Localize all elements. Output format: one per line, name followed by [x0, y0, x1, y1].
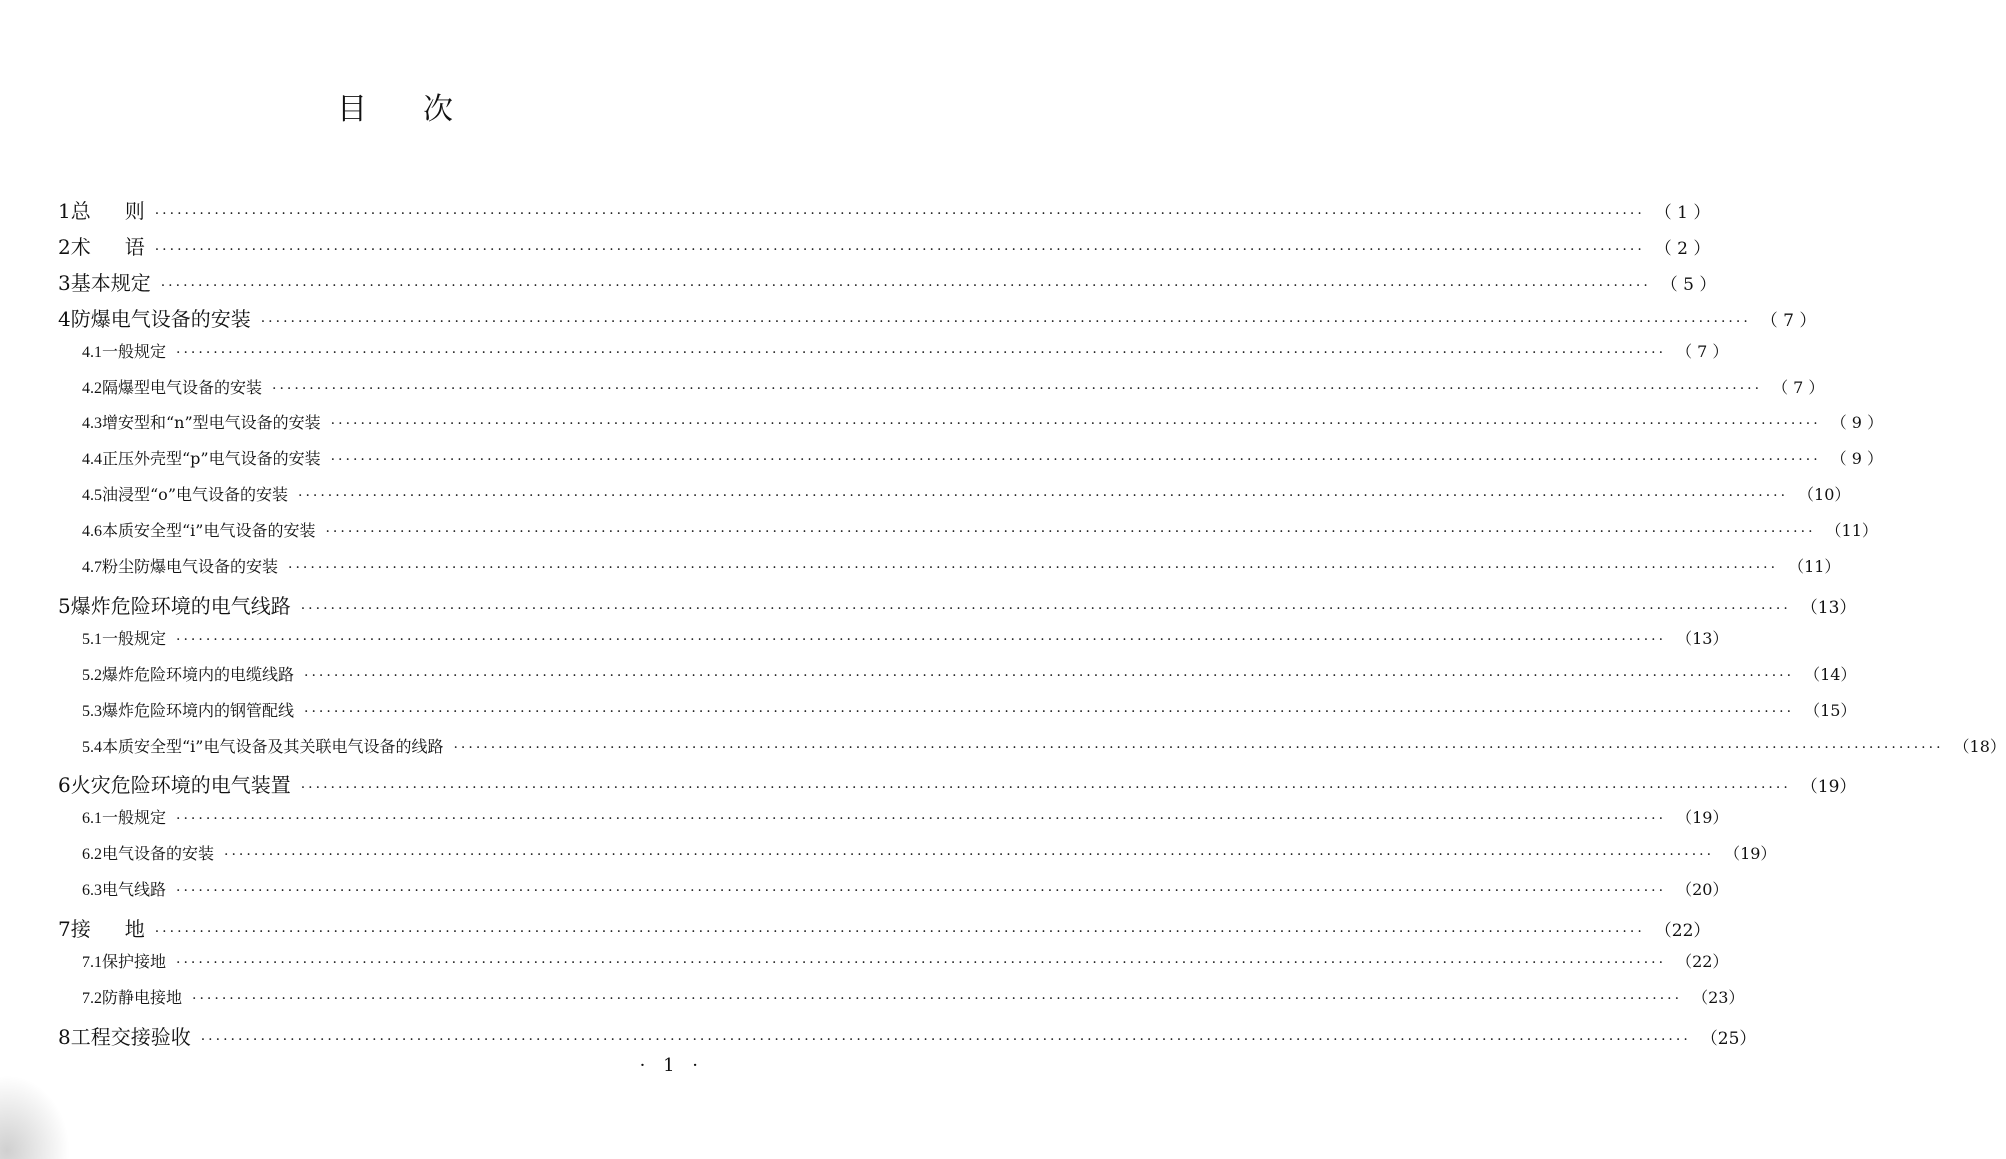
toc-entry-title: 正压外壳型“p”电气设备的安装: [102, 449, 321, 469]
toc-entry[interactable]: [58, 590, 1857, 619]
toc-leader-dots: ········································································································································································································: [200, 1031, 1691, 1048]
toc-leader-dots: ········································································································································································································: [176, 631, 1667, 648]
toc-entry[interactable]: [58, 769, 1857, 798]
toc-entry-number: 4: [58, 306, 71, 331]
toc-entry-title: 一般规定: [102, 341, 167, 361]
toc-entry-page: （19）: [1676, 808, 1729, 828]
toc-entry-number: 2: [58, 234, 71, 259]
toc-leader-dots: ········································································································································································································: [224, 847, 1715, 864]
toc-entry-number: 7.1: [82, 953, 102, 971]
page-title: 目次: [337, 92, 509, 127]
toc-entry-title: 接地: [70, 917, 145, 941]
toc-entry-number: 4.6: [82, 523, 102, 541]
toc-leader-dots: ········································································································································································································: [330, 416, 1821, 433]
toc-entry[interactable]: [58, 195, 1711, 224]
toc-entry-page: （25）: [1700, 1028, 1757, 1049]
toc-entry-title: 防静电接地: [102, 987, 183, 1007]
toc-leader-dots: ········································································································································································································: [160, 277, 1651, 294]
toc-leader-dots: ········································································································································································································: [453, 739, 1944, 756]
toc-entry-title: 增安型和“n”型电气设备的安装: [102, 413, 321, 433]
toc-entry-page: （11）: [1788, 557, 1841, 576]
toc-leader-dots: ········································································································································································································: [176, 954, 1667, 971]
toc-entry[interactable]: [82, 482, 1851, 505]
toc-entry-title: 爆炸危险环境的电气线路: [70, 593, 291, 618]
toc-entry-page: （11）: [1825, 521, 1878, 541]
toc-entry-title: 油浸型“o”电气设备的安装: [102, 485, 288, 505]
toc-entry-page: （15）: [1804, 700, 1857, 720]
toc-leader-dots: ········································································································································································································: [154, 924, 1645, 940]
toc-entry-number: 4.5: [82, 487, 102, 505]
toc-entry[interactable]: [82, 841, 1777, 864]
toc-entry-number: 5.4: [82, 738, 102, 756]
toc-entry-number: 5: [58, 593, 71, 618]
toc-leader-dots: ········································································································································································································: [298, 488, 1789, 505]
toc-entry-title: 电气线路: [102, 880, 167, 900]
toc-entry-page: （ 5 ）: [1660, 274, 1717, 295]
toc-entry-title: 爆炸危险环境内的电缆线路: [102, 664, 295, 684]
toc-entry[interactable]: [82, 985, 1745, 1008]
toc-entry[interactable]: [82, 375, 1825, 398]
toc-leader-dots: ········································································································································································································: [272, 380, 1763, 397]
toc-entry-number: 3: [58, 270, 71, 295]
toc-entry-number: 8: [58, 1024, 71, 1049]
toc-entry[interactable]: [82, 662, 1857, 685]
scan-smudge: [0, 1075, 70, 1159]
toc-entry[interactable]: [58, 231, 1711, 260]
page-number: · 1 ·: [639, 1055, 704, 1076]
toc-entry-title: 一般规定: [102, 808, 167, 828]
toc-entry-page: （22）: [1654, 921, 1711, 941]
toc-entry[interactable]: [82, 446, 1884, 469]
toc-entry-page: （ 7 ）: [1772, 377, 1825, 397]
toc-entry-number: 7.2: [82, 989, 102, 1007]
toc-entry-page: （ 7 ）: [1760, 310, 1817, 331]
toc-entry[interactable]: [82, 410, 1884, 433]
toc-entry-page: （ 7 ）: [1676, 341, 1729, 361]
toc-leader-dots: ········································································································································································································: [192, 990, 1683, 1007]
toc-entry[interactable]: [82, 734, 2006, 757]
toc-entry-title: 基本规定: [70, 270, 151, 295]
toc-entry-page: （13）: [1800, 597, 1857, 618]
toc-entry-number: 6.2: [82, 846, 102, 864]
toc-leader-dots: ········································································································································································································: [300, 780, 1791, 797]
toc-entry[interactable]: [82, 949, 1729, 972]
toc-leader-dots: ········································································································································································································: [288, 560, 1779, 576]
toc-entry-page: （19）: [1724, 844, 1777, 864]
toc-entry-number: 4.3: [82, 415, 102, 433]
toc-entry-number: 5.2: [82, 666, 102, 684]
toc-entry-title: 保护接地: [102, 951, 167, 971]
toc-entry-title: 一般规定: [102, 628, 167, 648]
toc-entry[interactable]: [82, 877, 1729, 900]
toc-entry-number: 7: [58, 917, 71, 941]
toc-entry-page: （19）: [1800, 777, 1857, 798]
toc-entry-page: （14）: [1804, 664, 1857, 684]
toc-entry[interactable]: [82, 518, 1878, 541]
toc-entry[interactable]: [82, 339, 1729, 362]
toc-leader-dots: ········································································································································································································: [154, 241, 1645, 258]
toc-entry-title: 火灾危险环境的电气装置: [70, 773, 291, 798]
toc-entry-title: 电气设备的安装: [102, 844, 215, 864]
toc-leader-dots: ········································································································································································································: [304, 667, 1795, 684]
toc-entry-title: 粉尘防爆电气设备的安装: [102, 557, 279, 576]
toc-entry-page: （ 2 ）: [1654, 238, 1711, 259]
toc-entry-page: （13）: [1676, 628, 1729, 648]
toc-leader-dots: ········································································································································································································: [330, 452, 1821, 469]
toc-entry-number: 4.7: [82, 559, 102, 576]
toc-leader-dots: ········································································································································································································: [325, 524, 1816, 541]
toc-entry-number: 5.3: [82, 702, 102, 720]
toc-entry-title: 隔爆型电气设备的安装: [102, 377, 263, 397]
toc-entry[interactable]: [58, 303, 1817, 332]
toc-entry-title: 总则: [70, 199, 145, 223]
toc-entry-page: （ 1 ）: [1654, 203, 1711, 223]
toc-entry[interactable]: [82, 805, 1729, 828]
toc-entry-number: 6.3: [82, 882, 102, 900]
toc-entry[interactable]: [58, 1021, 1757, 1050]
toc-leader-dots: ········································································································································································································: [154, 206, 1645, 222]
toc-entry-number: 5.1: [82, 630, 102, 648]
toc-entry[interactable]: [82, 698, 1857, 721]
toc-entry[interactable]: [58, 913, 1711, 942]
toc-leader-dots: ········································································································································································································: [176, 344, 1667, 361]
toc-entry-title: 本质安全型“i”电气设备及其关联电气设备的线路: [102, 736, 444, 756]
toc-entry-number: 6.1: [82, 810, 102, 828]
toc-entry-number: 4.4: [82, 451, 102, 469]
toc-entry-page: （10）: [1798, 485, 1851, 505]
toc-leader-dots: ········································································································································································································: [304, 703, 1795, 720]
toc-entry[interactable]: [58, 267, 1717, 296]
toc-entry-number: 1: [58, 199, 71, 223]
toc-leader-dots: ········································································································································································································: [176, 883, 1667, 900]
toc-entry-title: 爆炸危险环境内的钢管配线: [102, 700, 295, 720]
toc-entry-number: 6: [58, 773, 71, 798]
toc-entry-page: （18）: [1953, 736, 2006, 756]
toc-leader-dots: ········································································································································································································: [260, 313, 1751, 330]
toc-entry[interactable]: [82, 554, 1841, 577]
toc-leader-dots: ········································································································································································································: [300, 600, 1791, 617]
toc-entry-number: 4.2: [82, 379, 102, 397]
toc-entry-title: 术语: [70, 234, 145, 259]
toc-entry-title: 防爆电气设备的安装: [70, 306, 251, 331]
toc-leader-dots: ········································································································································································································: [176, 811, 1667, 828]
toc-entry-page: （22）: [1676, 951, 1729, 971]
toc-entry[interactable]: [82, 626, 1729, 649]
toc-entry-page: （20）: [1676, 880, 1729, 900]
toc-entry-title: 工程交接验收: [70, 1024, 191, 1049]
toc-entry-number: 4.1: [82, 343, 102, 361]
toc-entry-page: （ 9 ）: [1830, 449, 1884, 469]
toc-entry-title: 本质安全型“i”电气设备的安装: [102, 521, 316, 541]
toc-entry-page: （ 9 ）: [1830, 413, 1884, 433]
toc-entry-page: （23）: [1692, 987, 1745, 1007]
